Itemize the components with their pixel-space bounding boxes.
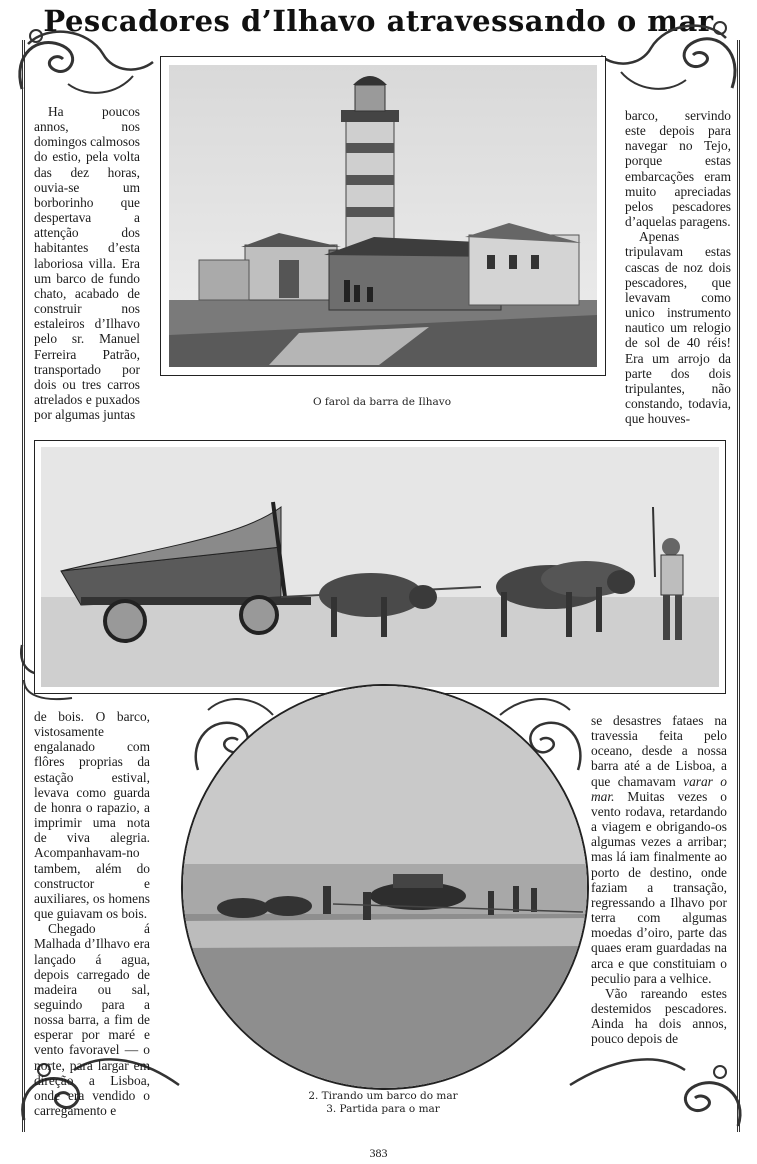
- page-number: 383: [369, 1146, 388, 1160]
- paragraph: Vão rareando estes destemidos pescadores. Ainda ha dois annos, pouco depois de: [591, 985, 727, 1047]
- paragraph: Apenas tripulavam estas cascas de noz dois pescadores, que levavam como unico instrumento nautico um relogio de sol de 40 réis! Era um arrojo da parte dos dois tripulantes, não constando, todavia, que houves-: [625, 229, 731, 427]
- page-title: Pescadores d’Ilhavo atravessando o mar: [43, 4, 714, 38]
- beach-boat-photo: [181, 684, 589, 1090]
- text-column-right-bottom: [591, 713, 727, 1046]
- lighthouse-caption: O farol da barra de Ilhavo: [312, 396, 452, 408]
- oxen-cart-photo: [41, 447, 719, 687]
- paragraph: barco, servindo este depois para navegar no Tejo, porque estas embarcações eram muito apreciadas pelos pescadores d’aquelas paragens.: [625, 108, 731, 230]
- paragraph: Ha poucos annos, nos domingos calmosos do estio, pela volta das dez horas, ouvia-se um borborinho que despertava a attenção dos habitantes d’esta laboriosa villa. Era um barco de fundo chato, acabado de construir nos estaleiros d’Ilhavo pelo sr. Manuel Ferreira Patrão, transportado por dois ou tres carros atrelados e puxados por algumas juntas: [34, 104, 141, 423]
- ornament-scroll-top-left: [8, 14, 158, 104]
- text-column-right-top: [625, 108, 731, 426]
- paragraph-text: Muitas vezes o vento rodava, retardando a viagem e obrigando-os algumas vezes a arribar; mas lá iam finalmente ao porto de destino, onde faziam a transação, regressando a Ilhavo por terra com algumas moedas d’oiro, parte das quaes eram guardadas na arca e que constituiam o peculio para a velhice.: [591, 788, 727, 986]
- italic-phrase: varar o mar.: [591, 773, 727, 804]
- paragraph: de bois. O barco, vistosamente engalanado com flôres proprias da estação estival, levava como guarda de honra o rapazio, a imprimir uma nota de viva alegria. Acompanhavam-no tambem, além do constructor e auxiliares, os homens que guiavam os bois.: [34, 709, 150, 922]
- oxen-cart-photo-frame: [34, 440, 726, 694]
- ornament-scroll-top-right: [596, 8, 746, 100]
- text-column-left-top: [34, 104, 140, 422]
- beach-caption-1: 2. Tirando um barco do mar: [308, 1090, 458, 1102]
- text-column-left-bottom: [34, 709, 150, 1118]
- ornament-scroll-bottom-right: [560, 1030, 750, 1140]
- paragraph-text: se desastres fataes na travessia feita pelo oceano, desde a nossa barra até a de Lisboa, a que chamavam: [591, 713, 727, 789]
- lighthouse-photo: [169, 65, 597, 367]
- beach-caption-2: 3. Partida para o mar: [326, 1103, 440, 1115]
- paragraph: Chegado á Malhada d’Ilhavo era lançado á agua, depois carregado de madeira ou sal, seguindo para a nossa barra, a fim de esperar por maré e vento favoravel — o norte, para largar em direção a Lisboa, onde era vendido o carregamento e: [34, 921, 150, 1119]
- paragraph: [591, 713, 727, 986]
- lighthouse-photo-frame: [160, 56, 606, 376]
